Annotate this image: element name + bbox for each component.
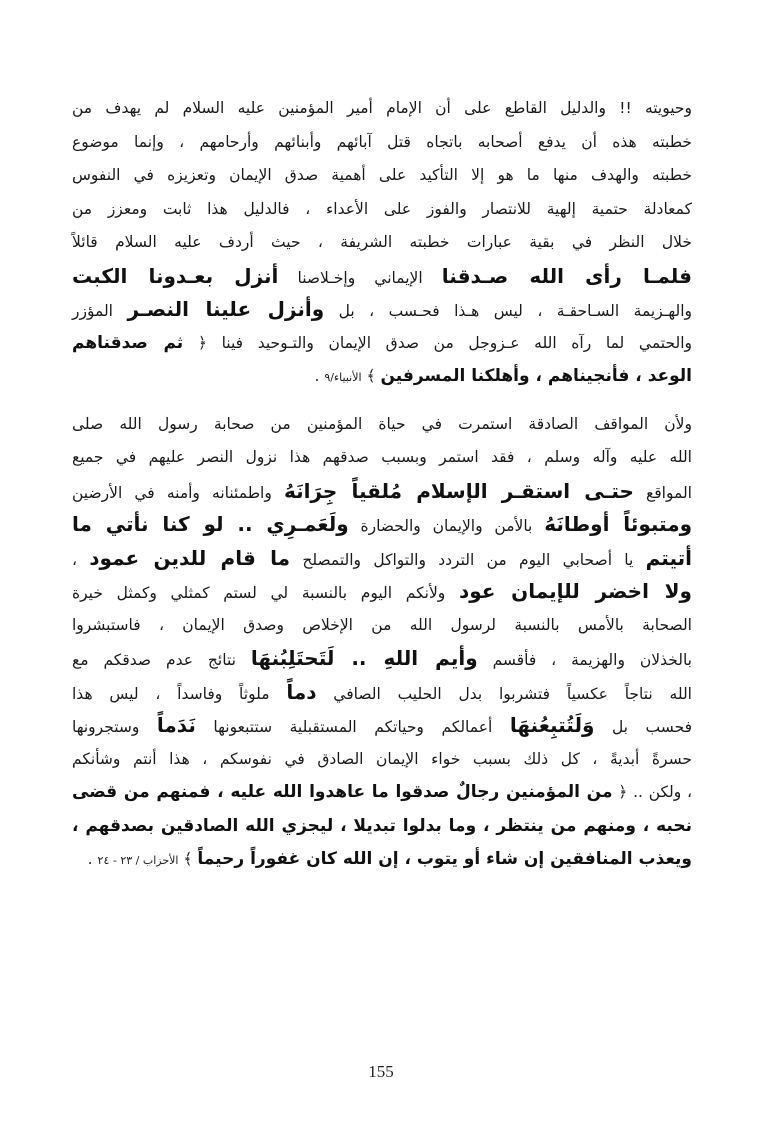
text-line	[72, 293, 692, 327]
quran-verse: من المؤمنين رجالٌ صدقوا ما عاهدوا الله عليه ، فمنهم من قضى	[72, 782, 613, 802]
text-line	[72, 226, 692, 260]
emphasized-quote: وأنزل علينا النصـر	[127, 297, 325, 321]
emphasized-quote: وَلَتُتبِعُنهَا	[509, 713, 595, 737]
paragraph	[72, 408, 692, 877]
emphasized-quote: فلمـا رأى الله صـدقنا	[441, 263, 692, 288]
body-text: والحتمي لما رآه الله عـزوجل من صدق الإيمان والتـوحيد فينا ﴿	[183, 333, 693, 352]
body-text: خلال النظر في بقية عبارات خطبته الشريفة ، حيث أردف عليه السلام قائلاً	[72, 233, 692, 251]
verse-reference: الأحزاب / ٢٣ - ٢٤	[97, 854, 179, 867]
body-text: ، ولكن .. ﴿	[612, 783, 693, 801]
body-text: يا أصحابي اليوم من التردد والتواكل والتمصلح	[290, 550, 646, 569]
body-text: بالخذلان والهزيمة ، فأقسم	[477, 651, 692, 669]
text-line	[72, 126, 692, 160]
text-line	[72, 609, 692, 643]
paragraph	[72, 92, 692, 394]
body-text: ولأنكم اليوم بالنسبة لي لستم كمثلي وكمثل خيرة	[72, 584, 459, 602]
quran-verse: ثم صدقناهم	[72, 332, 184, 353]
text-line	[72, 642, 692, 676]
text-line	[72, 360, 692, 394]
text-line	[72, 475, 692, 509]
body-text: كمعادلة حتمية إلهية للانتصار والفوز على الأعداء ، فالدليل هذا ثابت ومعزز من	[72, 199, 692, 218]
body-text: بالأمن والإيمان والحضارة	[348, 517, 545, 535]
emphasized-quote: ولا اخضر للإيمان عود	[458, 579, 692, 603]
text-line	[72, 575, 692, 609]
body-text: .	[87, 850, 98, 868]
body-text: الصحابة بالأمس بالنسبة لرسول الله من الإخلاص وصدق الإيمان ، فاستبشروا	[72, 615, 692, 634]
text-line	[72, 743, 692, 777]
emphasized-quote: ما قام للدين عمود	[89, 545, 291, 570]
verse-reference: الأنبياء/٩	[324, 371, 362, 384]
text-line	[72, 709, 692, 743]
body-text: .	[314, 367, 325, 385]
body-text: والهـزيمة السـاحقـة ، ليس هـذا فحـسب ، بل	[324, 302, 692, 320]
emphasized-quote: ولَعَمـرِي .. لو كنا نأتي ما	[72, 512, 349, 536]
text-line	[72, 193, 692, 227]
quran-verse: ويعذب المنافقين إن شاء أو يتوب ، إن الله كان غفوراً رحيماً	[197, 849, 692, 869]
emphasized-quote: دماً	[286, 679, 317, 704]
text-line	[72, 810, 692, 844]
body-text: واطمئنانه وأمنه في الأرضين	[72, 483, 284, 502]
emphasized-quote: ومتبوئاً أوطانَهُ	[544, 512, 693, 536]
page-number: 155	[368, 1062, 394, 1081]
body-text: المؤزر	[72, 302, 128, 320]
body-text: فحسب بل	[594, 718, 692, 736]
text-line	[72, 441, 692, 475]
emphasized-quote: أتيتم	[645, 545, 692, 570]
body-text: ﴾	[361, 367, 381, 385]
body-text: وحيويته !! والدليل القاطع على أن الإمام أمير المؤمنين عليه السلام لم يهدف من	[72, 99, 692, 117]
paragraph-gap	[72, 394, 692, 408]
body-text: حسرةً أبديةً ، كل ذلك بسبب خواء الإيمان الصادق في نفوسكم ، هذا أنتم وشأنكم	[72, 749, 692, 768]
body-text: وستجرونها	[72, 718, 157, 736]
body-text: نتائج عدم صدقكم مع	[72, 651, 251, 669]
text-line	[72, 776, 692, 810]
text-line	[72, 92, 692, 126]
page-body	[72, 92, 692, 877]
text-line	[72, 676, 692, 710]
body-text: خطبته هذه أن يدفع أصحابه باتجاه قتل آبائهم وأبنائهم وأرحامهم ، وإنما موضوع	[72, 132, 692, 151]
emphasized-quote: حتـى استقـر الإسلام مُلقياً جِرَانَهُ	[283, 478, 634, 503]
emphasized-quote: أنزل بعـدونا الكبت	[72, 263, 279, 288]
text-line	[72, 260, 692, 294]
body-text: ولأن المواقف الصادقة استمرت في حياة المؤمنين من صحابة رسول الله صلى	[72, 414, 692, 433]
text-line	[72, 843, 692, 877]
body-text: ملوثاً وفاسداً ، ليس هذا	[72, 684, 287, 703]
text-line	[72, 542, 692, 576]
body-text: الله نتاجاً عكسياً فتشربوا بدل الحليب الصافي	[316, 684, 692, 703]
body-text: ،	[72, 550, 90, 569]
body-text: الله عليه وآله وسلم ، فقد استمر وبسبب صدقهم هذا نزول النصر عليهم في جميع	[72, 448, 692, 466]
text-line	[72, 159, 692, 193]
emphasized-quote: نَدَماً	[156, 713, 196, 737]
body-text: ﴾	[178, 850, 198, 868]
body-text: الإيماني وإخـلاصنا	[278, 268, 442, 287]
body-text: المواقع	[633, 483, 692, 502]
quran-verse: الوعد ، فأنجيناهم ، وأهلكنا المسرفين	[380, 366, 692, 386]
text-line	[72, 408, 692, 442]
emphasized-quote: وأيم اللهِ .. لَتَحتَلِبُنهَا	[250, 646, 478, 670]
body-text: خطبته والهدف منها ما هو إلا التأكيد على أهمية صدق الإيمان وتعزيزه في النفوس	[72, 166, 692, 184]
text-line	[72, 327, 692, 361]
body-text: أعمالكم وحياتكم المستقبلية ستتبعونها	[195, 718, 510, 736]
text-line	[72, 508, 692, 542]
quran-verse: نحبه ، ومنهم من ينتظر ، وما بدلوا تبديلا ، ليجزي الله الصادقين بصدقهم ،	[72, 815, 692, 836]
